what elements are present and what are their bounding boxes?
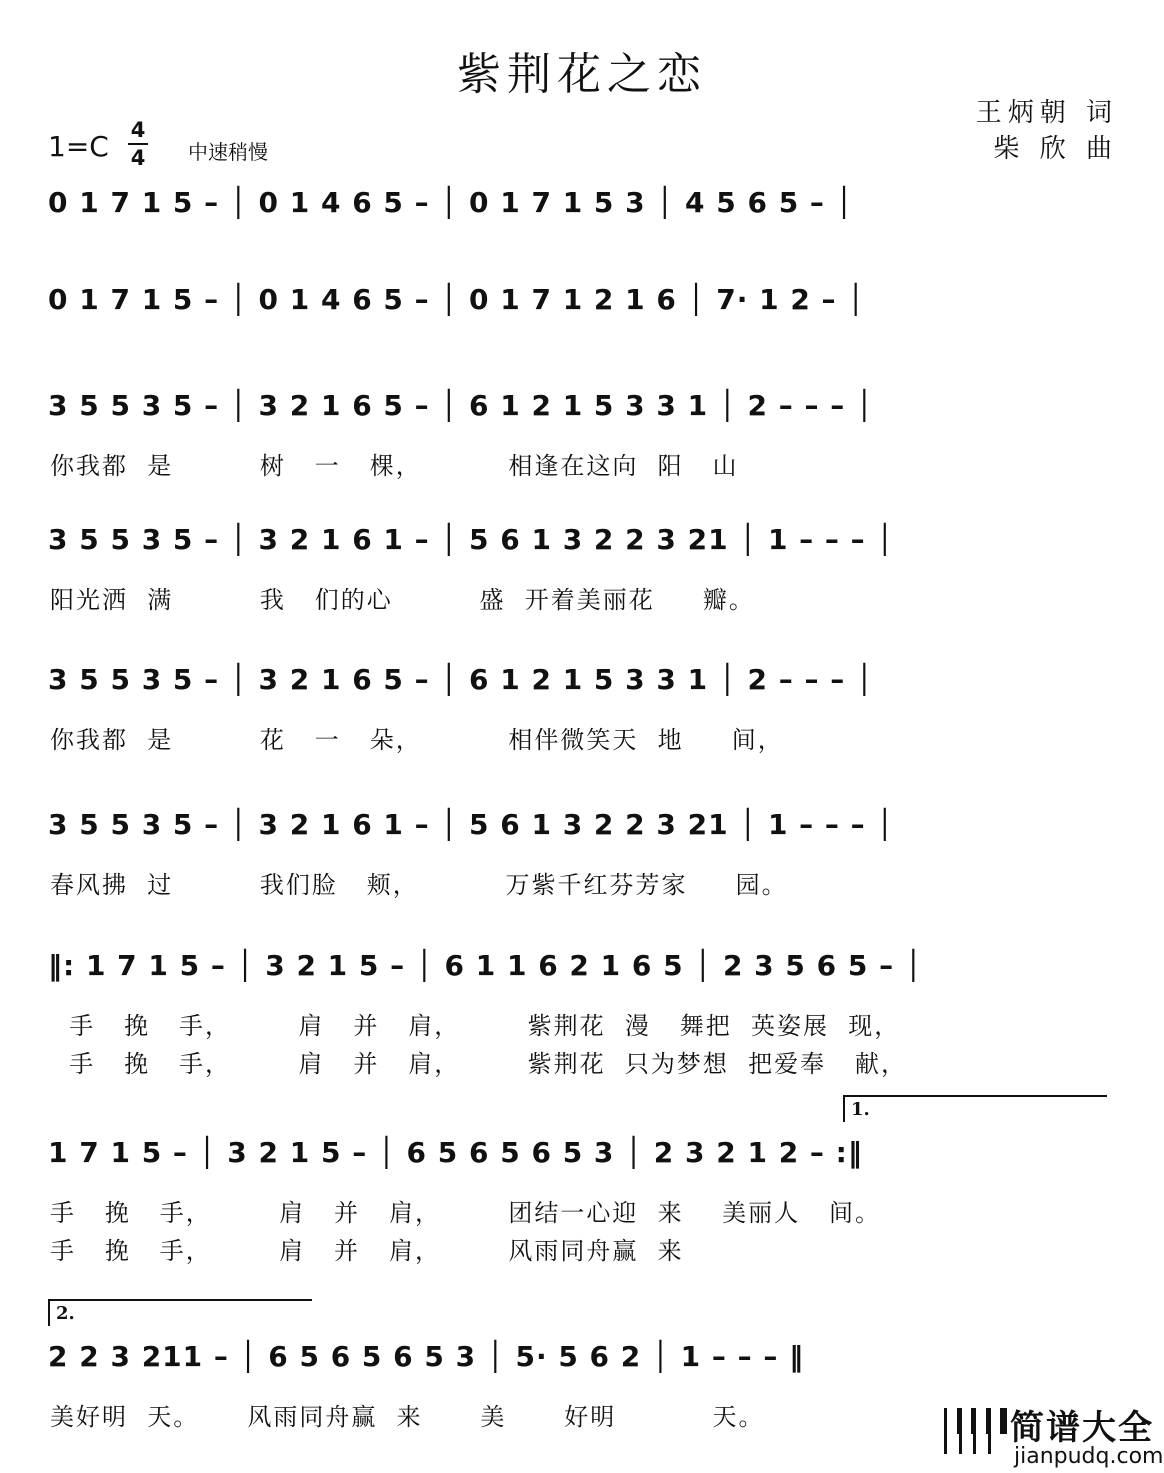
notation-row: 2 2 3 211 – │ 6 5 6 5 6 5 3 │ 5· 5 6 2 │ 1 – – – ‖ (48, 1340, 805, 1373)
notation-row: 1 7 1 5 – │ 3 2 1 5 – │ 6 5 6 5 6 5 3 │ 2 3 2 1 2 – :‖ (48, 1136, 863, 1169)
lyricist-credit: 王炳朝 词 (975, 98, 1118, 128)
page-title: 紫荆花之恋 (457, 49, 707, 100)
score-line (48, 520, 1118, 560)
score-line (48, 1099, 1118, 1173)
score-line (48, 386, 1118, 426)
score-line (48, 660, 1118, 700)
key-signature: 1=C (48, 130, 109, 163)
tempo-marking: 中速稍慢 (188, 140, 268, 164)
meter-top: 4 (130, 118, 146, 142)
lyric-line: 手 挽 手， 肩 并 肩， 紫荆花 漫 舞把 英姿展 现， (50, 1012, 901, 1040)
composer-credit: 柴 欣 曲 (993, 134, 1118, 164)
notation-row: 3 5 5 3 5 – │ 3 2 1 6 5 – │ 6 1 2 1 5 3 3 1 │ 2 – – – │ (48, 389, 874, 422)
score-line (48, 183, 1118, 223)
score-line (48, 805, 1118, 845)
time-signature (128, 118, 148, 170)
score-line (48, 1303, 1118, 1377)
watermark (944, 1400, 1164, 1473)
watermark-url: jianpudq.com (1014, 1444, 1164, 1469)
lyric-line: 手 挽 手， 肩 并 肩， 风雨同舟赢 来 (50, 1237, 684, 1265)
lyric-line: 美好明 天。 风雨同舟赢 来 美 好明 天。 (50, 1403, 765, 1431)
lyric-line: 春风拂 过 我们脸 颊， 万紫千红芬芳家 园。 (50, 871, 788, 899)
score-line (48, 946, 1118, 986)
lyric-line: 手 挽 手， 肩 并 肩， 紫荆花 只为梦想 把爱奉 献， (50, 1050, 908, 1078)
watermark-name: 简谱大全 (1010, 1408, 1154, 1448)
notation-row: 3 5 5 3 5 – │ 3 2 1 6 1 – │ 5 6 1 3 2 2 3 21 │ 1 – – – │ (48, 523, 895, 556)
lyric-line: 你我都 是 树 一 棵， 相逢在这向 阳 山 (50, 452, 739, 480)
notation-row: ‖: 1 7 1 5 – │ 3 2 1 5 – │ 6 1 1 6 2 1 6 5 │ 2 3 5 6 5 – │ (48, 949, 923, 982)
notation-row: 0 1 7 1 5 – │ 0 1 4 6 5 – │ 0 1 7 1 5 3 │ 4 5 6 5 – │ (48, 186, 854, 219)
meter-bottom: 4 (130, 146, 146, 170)
notation-row: 0 1 7 1 5 – │ 0 1 4 6 5 – │ 0 1 7 1 2 1 6 │ 7· 1 2 – │ (48, 283, 866, 316)
piano-keys-icon (944, 1408, 1002, 1454)
volta-bracket: 2. (48, 1299, 312, 1326)
lyric-line: 你我都 是 花 一 朵， 相伴微笑天 地 间， (50, 726, 784, 754)
score-line (48, 280, 1118, 320)
lyric-line: 阳光洒 满 我 们的心 盛 开着美丽花 瓣。 (50, 586, 755, 614)
notation-row: 3 5 5 3 5 – │ 3 2 1 6 5 – │ 6 1 2 1 5 3 3 1 │ 2 – – – │ (48, 663, 874, 696)
lyric-line: 手 挽 手， 肩 并 肩， 团结一心迎 来 美丽人 间。 (50, 1199, 882, 1227)
notation-row: 3 5 5 3 5 – │ 3 2 1 6 1 – │ 5 6 1 3 2 2 3 21 │ 1 – – – │ (48, 808, 895, 841)
volta-bracket: 1. (843, 1095, 1107, 1122)
